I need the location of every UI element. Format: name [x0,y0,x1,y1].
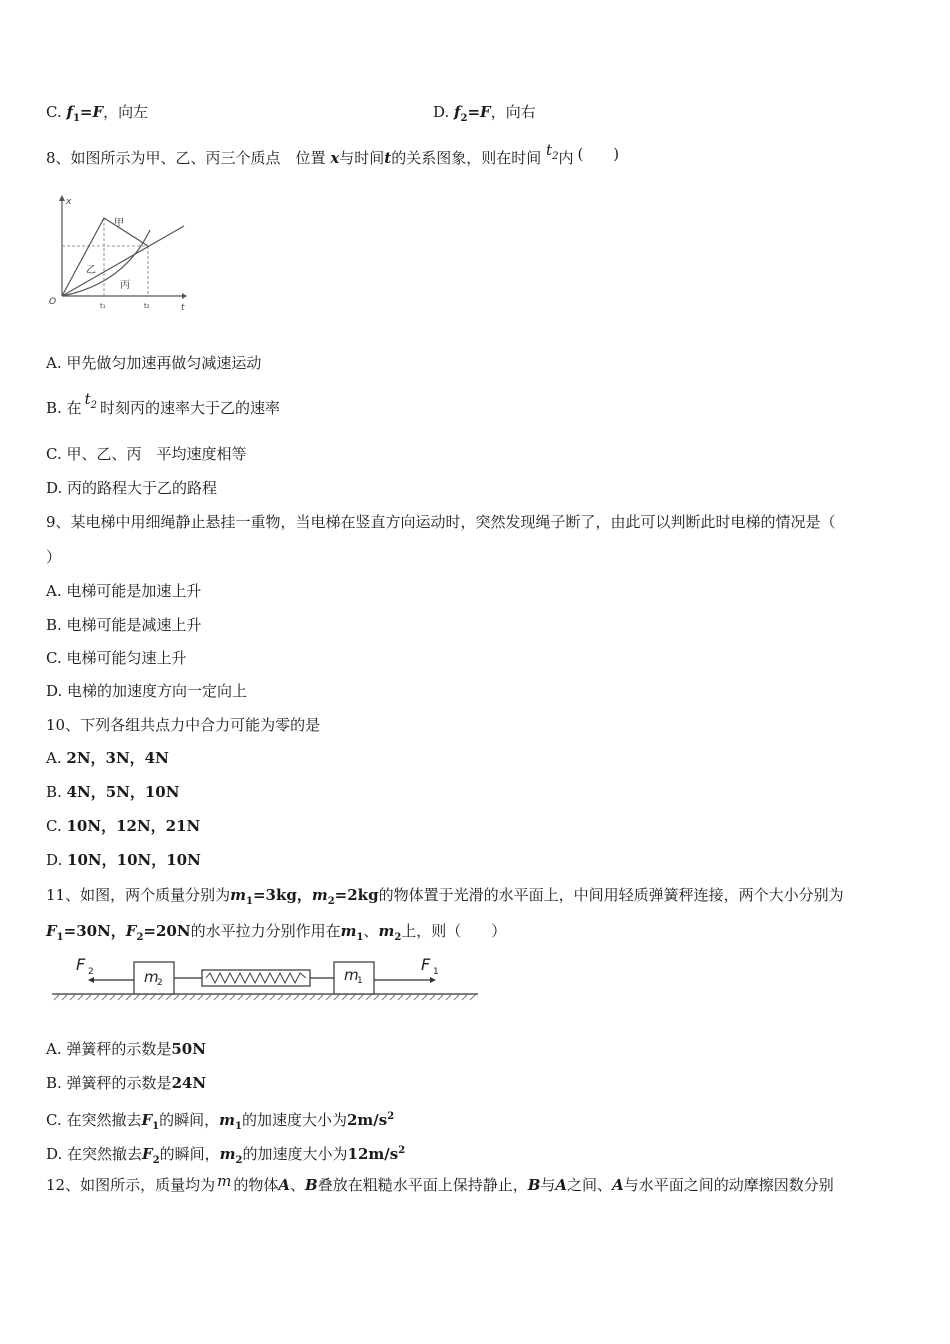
q10-stem: 10、下列各组共点力中合力可能为零的是 [46,716,321,734]
subscript: 2 [460,113,468,124]
arrowhead-left-icon [88,977,94,983]
q11-stem-cont: $F_1=30N$，$F_2=20N$的水平拉力分别作用在$m_1$、$m_2$上，则（ ） [46,922,507,943]
var-F: F [92,103,104,121]
stem-text: 内 [558,149,574,167]
var-x: x [330,149,340,167]
t-axis-arrow [182,293,187,299]
stem-text: 与时间 [339,149,385,167]
label-m2-sub: 2 [157,978,163,988]
label-yi: 乙 [86,265,96,276]
option-text: ，向左 [103,103,149,121]
var-t: t [384,149,392,167]
q11-spring-figure [48,952,484,1008]
var-m: m [217,1172,232,1190]
q11-option-b: B. 弹簧秤的示数是24N [46,1074,207,1092]
q9-option-d: D. 电梯的加速度方向一定向上 [46,682,248,700]
option-label: D. [433,103,450,121]
q8-position-time-graph [44,192,194,318]
answer-bracket: ( ) [577,145,620,163]
q8-option-b [46,390,280,426]
q9-stem-cont: ） [46,548,62,566]
q11-option-a: A. 弹簧秤的示数是50N [46,1040,206,1058]
label-bing: 丙 [120,280,130,291]
equals: = [467,103,481,121]
var-f: f [66,103,73,121]
option-label: C. [46,103,62,121]
axis-label-x: x [66,197,72,207]
label-m1-sub: 1 [357,976,363,986]
curve-bing [62,230,150,296]
ground-hatch [54,994,476,1000]
x-axis-arrow [59,195,65,201]
q10-option-a: A. 2N，3N，4N [46,749,169,767]
var-f: f [454,103,461,121]
q9-option-a: A. 电梯可能是加速上升 [46,582,202,600]
q8-option-c: C. 甲、乙、丙 平均速度相等 [46,445,247,463]
equals: = [79,103,93,121]
t2-symbol: $t_2$ [546,141,559,162]
option-text: 时刻丙的速率大于乙的速率 [99,399,280,417]
q8-stem [46,141,620,176]
q8-option-d: D. 丙的路程大于乙的路程 [46,479,218,497]
label-F1-sub: 1 [433,967,439,977]
q7-option-c [46,101,148,130]
q11-option-d: D. 在突然撤去$F_2$的瞬间，$m_2$的加速度大小为$12m/s^2$ [46,1145,406,1166]
arrowhead-right-icon [430,977,436,983]
t2-symbol: $t_2$ [84,390,97,411]
tick-t1: t₁ [100,302,106,310]
q7-option-d [433,101,536,130]
axis-label-t: t [181,303,185,313]
tick-t2: t₂ [144,302,150,310]
label-F2-sub: 2 [88,967,94,977]
label-F2: F [76,955,86,974]
q11-stem: 11、如图，两个质量分别为$m_1=3kg$，$m_2=2kg$的物体置于光滑的水平面上，中间用轻质弹簧秤连接，两个大小分别为 [46,886,844,907]
q9-option-c: C. 电梯可能匀速上升 [46,649,187,667]
q12-stem: 12、如图所示，质量均为 m 的物体A、B叠放在粗糙水平面上保持静止，B与A之间、A与水平面之间的动摩擦因数分别 [46,1172,834,1194]
origin-label: O [49,297,57,307]
label-m1: m [344,966,359,984]
q11-option-c: C. 在突然撤去$F_1$的瞬间，$m_1$的加速度大小为$2m/s^2$ [46,1111,395,1132]
label-jia: 甲 [114,218,124,229]
q10-option-d: D. 10N，10N，10N [46,851,201,869]
var-F: F [480,103,491,121]
q10-option-b: B. 4N，5N，10N [46,783,180,801]
curve-jia [62,218,148,296]
q9-stem: 9、某电梯中用细绳静止悬挂一重物，当电梯在竖直方向运动时，突然发现绳子断了，由此可以判断此时电梯的情况是（ [46,513,836,531]
stem-text: 8、如图所示为甲、乙、丙三个质点 位置 [46,149,326,167]
subscript: 1 [72,113,80,124]
option-text: B. 在 [46,399,82,417]
label-F1: F [421,955,431,974]
label-m2: m [144,968,159,986]
option-text: ，向右 [490,103,536,121]
q8-option-a: A. 甲先做匀加速再做匀减速运动 [46,354,262,372]
q10-option-c: C. 10N，12N，21N [46,817,201,835]
stem-text: 的关系图象，则在时间 [391,149,542,167]
q9-option-b: B. 电梯可能是减速上升 [46,616,202,634]
spring-balance [202,970,310,986]
